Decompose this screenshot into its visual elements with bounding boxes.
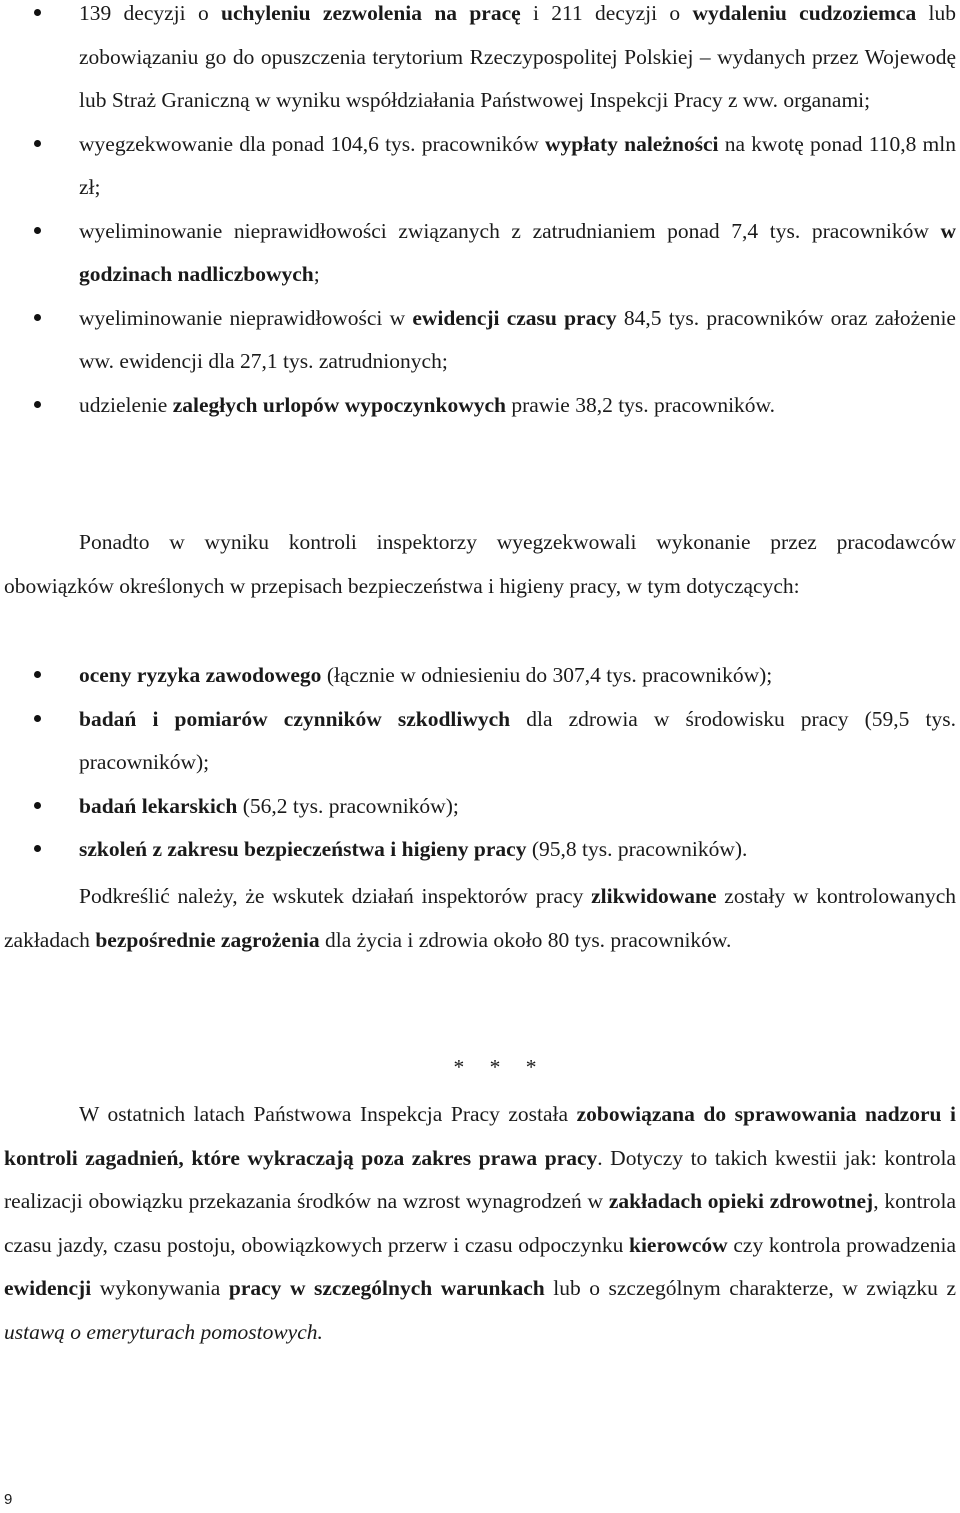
bullet-icon	[34, 9, 41, 16]
list-item: 139 decyzji o uchyleniu zezwolenia na pracę i 211 decyzji o wydaleniu cudzoziemca lub zobowiązaniu go do opuszczenia terytorium Rzeczypospolitej Polskiej – wydanych przez Wojewodę lub Straż Graniczną w wyniku współdziałania Państwowej Inspekcji Pracy z ww. organami;	[4, 0, 956, 123]
bullet-icon	[34, 227, 41, 234]
list-item: wyeliminowanie nieprawidłowości w ewidencji czasu pracy 84,5 tys. pracowników oraz założenie ww. ewidencji dla 27,1 tys. zatrudnionych;	[4, 297, 956, 384]
list-item: badań lekarskich (56,2 tys. pracowników);	[4, 785, 956, 829]
paragraph: Ponadto w wyniku kontroli inspektorzy wyegzekwowali wykonanie przez pracodawców obowiązków określonych w przepisach bezpieczeństwa i higieny pracy, w tym dotyczących:	[4, 530, 956, 598]
list-item: udzielenie zaległych urlopów wypoczynkowych prawie 38,2 tys. pracowników.	[4, 384, 956, 428]
paragraph: W ostatnich latach Państwowa Inspekcja Pracy została zobowiązana do sprawowania nadzoru i kontroli zagadnień, które wykraczają poza zakres prawa pracy. Dotyczy to takich kwestii jak: kontrola realizacji obowiązku przekazania środków na wzrost wynagrodzeń w zakładach opieki zdrowotnej, kontrola czasu jazdy, czasu postoju, obowiązkowych przerw i czasu odpoczynku kierowców czy kontrola prowadzenia ewidencji wykonywania pracy w szczególnych warunkach lub o szczególnym charakterze, w związku z ustawą o emeryturach pomostowych.	[4, 1102, 956, 1344]
bhp-obligations-list	[4, 654, 956, 872]
page-number: 9	[4, 1491, 13, 1508]
bullet-icon	[34, 802, 41, 809]
list-item: wyeliminowanie nieprawidłowości związanych z zatrudnianiem ponad 7,4 tys. pracowników w godzinach nadliczbowych;	[4, 210, 956, 297]
list-item: badań i pomiarów czynników szkodliwych dla zdrowia w środowisku pracy (59,5 tys. pracowników);	[4, 698, 956, 785]
document-page	[4, 0, 956, 1513]
bullet-icon	[34, 715, 41, 722]
bullet-icon	[34, 401, 41, 408]
bullet-icon	[34, 140, 41, 147]
results-list	[4, 0, 956, 427]
section-separator: * * *	[453, 1055, 547, 1079]
list-item: oceny ryzyka zawodowego (łącznie w odniesieniu do 307,4 tys. pracowników);	[4, 654, 956, 698]
bullet-icon	[34, 671, 41, 678]
list-item: szkoleń z zakresu bezpieczeństwa i higieny pracy (95,8 tys. pracowników).	[4, 828, 956, 872]
paragraph: Podkreślić należy, że wskutek działań inspektorów pracy zlikwidowane zostały w kontrolowanych zakładach bezpośrednie zagrożenia dla życia i zdrowia około 80 tys. pracowników.	[4, 884, 956, 952]
list-item: wyegzekwowanie dla ponad 104,6 tys. pracowników wypłaty należności na kwotę ponad 110,8 mln zł;	[4, 123, 956, 210]
bullet-icon	[34, 314, 41, 321]
bullet-icon	[34, 845, 41, 852]
